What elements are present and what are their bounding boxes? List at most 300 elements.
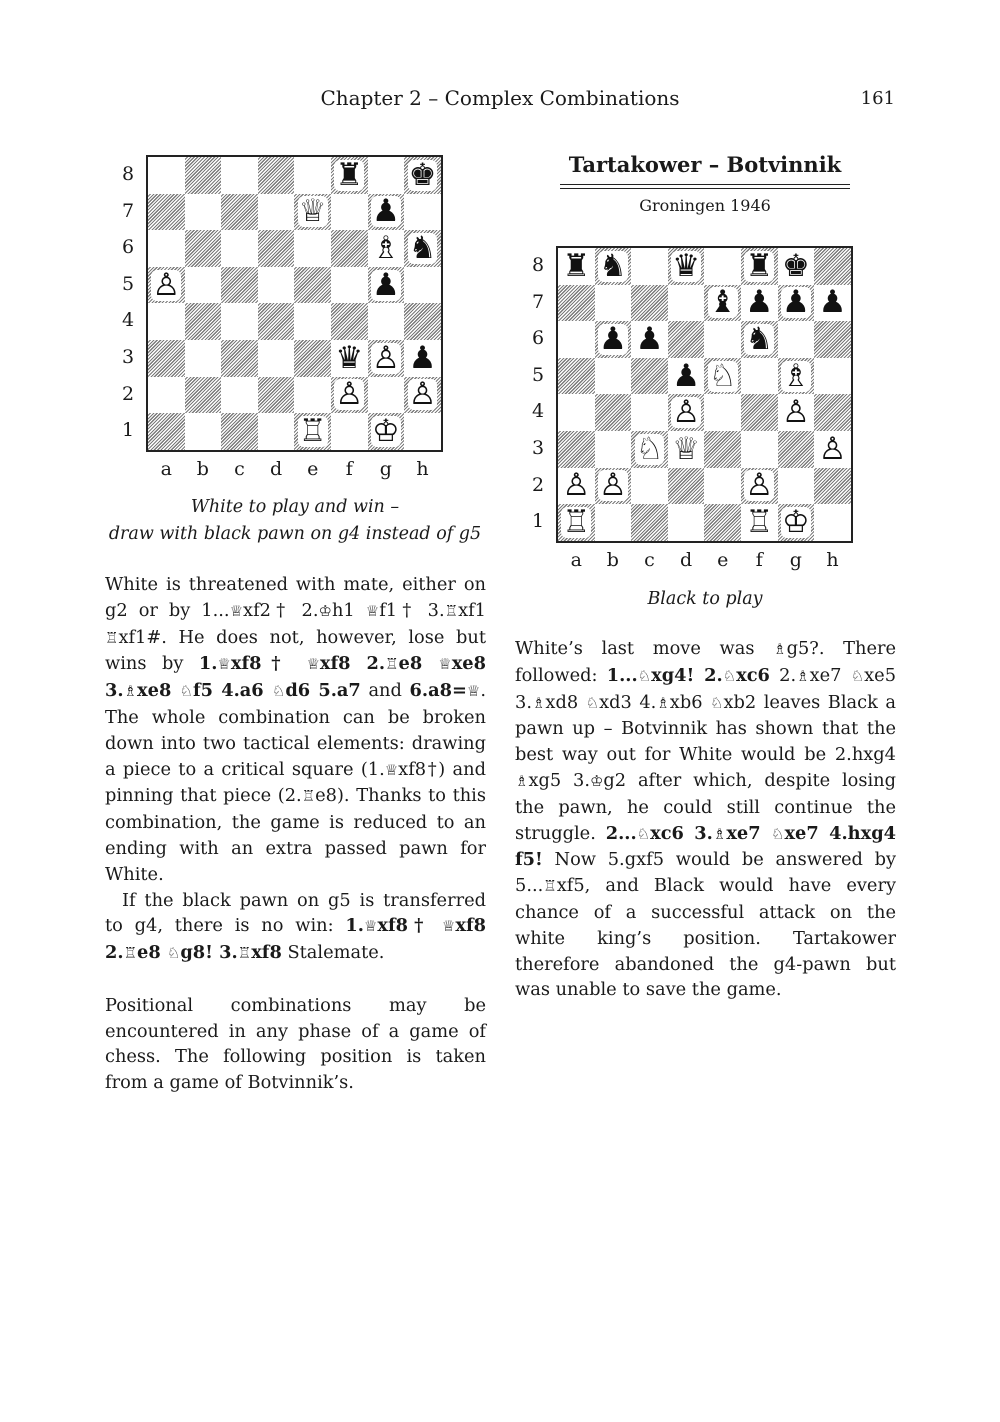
square-h5 bbox=[814, 358, 851, 395]
white-piece-icon: ♘ bbox=[635, 430, 664, 467]
white-piece-icon: ♗ bbox=[781, 357, 810, 394]
rank-label: 4 bbox=[531, 400, 545, 423]
bold-notation: f5 4.a6 bbox=[192, 680, 272, 702]
file-label: f bbox=[345, 457, 353, 480]
square-d8 bbox=[258, 157, 295, 194]
rank-label: 6 bbox=[531, 327, 545, 350]
square-a3 bbox=[558, 431, 595, 468]
bold-notation: e8 bbox=[137, 942, 167, 964]
bold-notation: xe8 bbox=[137, 680, 180, 702]
figurine-icon: ♘ bbox=[637, 666, 652, 685]
bold-notation: g8! 3. bbox=[180, 942, 238, 964]
file-label: a bbox=[570, 548, 582, 571]
chess-board bbox=[556, 246, 853, 543]
white-piece-icon: ♙ bbox=[371, 339, 400, 376]
square-e3 bbox=[704, 431, 741, 468]
figurine-icon: ♕ bbox=[363, 917, 378, 936]
file-label: a bbox=[160, 457, 172, 480]
file-label: h bbox=[416, 457, 429, 480]
piece-d4 bbox=[668, 394, 705, 431]
rank-label: 3 bbox=[121, 346, 135, 368]
figurine-icon: ♘ bbox=[585, 693, 600, 712]
square-b5 bbox=[185, 267, 222, 304]
piece-d8 bbox=[668, 248, 705, 285]
text-run: g5?. There followed: bbox=[515, 638, 897, 686]
bold-notation: 1. bbox=[345, 915, 364, 937]
piece-e5 bbox=[704, 358, 741, 395]
bold-notation: xe8 3. bbox=[105, 653, 486, 702]
bold-notation bbox=[272, 680, 285, 701]
bold-notation bbox=[467, 680, 480, 701]
white-piece-icon: ♙ bbox=[408, 376, 437, 413]
bold-notation: xe7 4.hxg4 f5! bbox=[515, 822, 896, 871]
figurine-icon: ♖ bbox=[385, 655, 399, 674]
piece-f8 bbox=[741, 248, 778, 285]
black-piece-icon: ♞ bbox=[745, 320, 774, 357]
text-run: If the black pawn on g5 is transferred to g4, there is no win: bbox=[105, 889, 486, 937]
text-run: xe5 3. bbox=[515, 664, 897, 713]
black-piece-icon: ♛ bbox=[672, 247, 700, 284]
square-c8 bbox=[221, 157, 258, 194]
square-b6 bbox=[185, 230, 222, 267]
figurine-icon: ♘ bbox=[850, 666, 865, 685]
black-piece-icon: ♟ bbox=[745, 284, 774, 321]
square-f5 bbox=[331, 267, 368, 304]
bold-notation bbox=[637, 823, 650, 844]
square-h4 bbox=[814, 394, 851, 431]
square-b3 bbox=[595, 431, 632, 468]
left-text-column bbox=[105, 572, 486, 1096]
piece-g6 bbox=[368, 230, 405, 267]
square-a5 bbox=[558, 358, 595, 395]
square-e1 bbox=[704, 504, 741, 541]
white-piece-icon: ♙ bbox=[335, 376, 364, 413]
square-c1 bbox=[631, 504, 668, 541]
piece-g5 bbox=[368, 267, 405, 304]
square-d6 bbox=[258, 230, 295, 267]
piece-g8 bbox=[778, 248, 815, 285]
square-e2 bbox=[294, 377, 331, 414]
square-b7 bbox=[185, 194, 222, 231]
figurine-icon: ♘ bbox=[770, 824, 785, 843]
piece-h8 bbox=[404, 157, 441, 194]
square-e8 bbox=[294, 157, 331, 194]
figurine-icon: ♗ bbox=[515, 771, 529, 790]
bold-notation bbox=[306, 653, 319, 674]
bold-notation: 2... bbox=[605, 822, 637, 844]
text-run: White is threatened with mate, either on g2 or by 1... bbox=[105, 574, 486, 621]
figurine-icon: ♕ bbox=[466, 682, 481, 701]
bold-notation: 1... bbox=[606, 664, 638, 686]
piece-g4 bbox=[778, 394, 815, 431]
white-piece-icon: ♙ bbox=[745, 467, 774, 504]
file-label: c bbox=[644, 548, 655, 571]
white-piece-icon: ♖ bbox=[745, 503, 774, 540]
rank-label: 4 bbox=[121, 309, 135, 332]
square-a2 bbox=[148, 377, 185, 414]
square-f4 bbox=[741, 394, 778, 431]
text-run: xf1#. He does not, however, lose but wins by bbox=[105, 626, 486, 675]
piece-g7 bbox=[778, 285, 815, 322]
square-h6 bbox=[814, 321, 851, 358]
square-c4 bbox=[631, 394, 668, 431]
figurine-icon: ♘ bbox=[722, 666, 737, 685]
square-e3 bbox=[294, 340, 331, 377]
figurine-icon: ♖ bbox=[237, 944, 252, 963]
bold-notation bbox=[124, 942, 137, 963]
bold-notation: xf8 2. bbox=[319, 653, 386, 675]
bold-notation bbox=[771, 823, 784, 844]
square-g8 bbox=[368, 157, 405, 194]
piece-g1 bbox=[778, 504, 815, 541]
bold-notation: xf8 2. bbox=[105, 915, 486, 964]
text-run: xf2† 2. bbox=[243, 599, 319, 621]
diagram-1-caption-line-1: White to play and win – bbox=[190, 497, 400, 517]
square-f4 bbox=[331, 303, 368, 340]
figurine-icon: ♘ bbox=[636, 824, 651, 843]
square-b3 bbox=[185, 340, 222, 377]
figurine-icon: ♘ bbox=[166, 944, 181, 963]
text-run: xe7 bbox=[809, 664, 851, 686]
text-run: xf8†) and pinning that piece (2. bbox=[105, 758, 486, 807]
file-label: h bbox=[826, 548, 839, 571]
piece-h3 bbox=[404, 340, 441, 377]
square-g6 bbox=[778, 321, 815, 358]
white-piece-icon: ♕ bbox=[672, 430, 700, 467]
white-piece-icon: ♙ bbox=[152, 266, 181, 303]
rank-label: 7 bbox=[121, 199, 135, 222]
text-run: e8). Thanks to this combination, the game is reduced to an ending with an extra passed pawn for White. bbox=[105, 785, 486, 885]
figurine-icon: ♕ bbox=[438, 655, 452, 674]
black-piece-icon: ♜ bbox=[335, 156, 364, 193]
file-label: e bbox=[307, 457, 319, 480]
white-piece-icon: ♙ bbox=[781, 394, 810, 431]
square-b2 bbox=[185, 377, 222, 414]
diagram-1-caption-line-2: draw with black pawn on g4 instead of g5 bbox=[108, 524, 482, 544]
figurine-icon: ♗ bbox=[531, 693, 546, 712]
square-a7 bbox=[558, 285, 595, 322]
white-piece-icon: ♕ bbox=[298, 193, 327, 230]
file-label: d bbox=[270, 457, 283, 480]
text-run: xg5 3. bbox=[528, 769, 590, 791]
bold-notation bbox=[438, 653, 451, 674]
square-c3 bbox=[221, 340, 258, 377]
white-piece-icon: ♖ bbox=[298, 412, 327, 449]
piece-c3 bbox=[631, 431, 668, 468]
piece-f8 bbox=[331, 157, 368, 194]
black-piece-icon: ♟ bbox=[781, 284, 810, 321]
figurine-icon: ♕ bbox=[217, 655, 231, 674]
black-piece-icon: ♞ bbox=[598, 247, 627, 284]
square-d7 bbox=[258, 194, 295, 231]
square-a4 bbox=[558, 394, 595, 431]
rank-label: 8 bbox=[531, 254, 545, 276]
square-f7 bbox=[331, 194, 368, 231]
rank-label: 5 bbox=[121, 272, 135, 295]
black-piece-icon: ♝ bbox=[708, 284, 737, 321]
rank-label: 1 bbox=[121, 419, 135, 442]
white-piece-icon: ♗ bbox=[371, 229, 400, 266]
figurine-icon: ♕ bbox=[306, 655, 320, 674]
game-title: Tartakower – Botvinnik bbox=[568, 152, 842, 177]
black-piece-icon: ♟ bbox=[371, 193, 400, 230]
figurine-icon: ♖ bbox=[105, 628, 119, 647]
piece-c6 bbox=[631, 321, 668, 358]
figurine-icon: ♗ bbox=[656, 693, 670, 712]
square-c8 bbox=[631, 248, 668, 285]
square-b7 bbox=[595, 285, 632, 322]
white-piece-icon: ♙ bbox=[672, 394, 700, 431]
square-b8 bbox=[185, 157, 222, 194]
piece-f1 bbox=[741, 504, 778, 541]
page-number: 161 bbox=[860, 88, 895, 109]
square-e6 bbox=[704, 321, 741, 358]
square-b1 bbox=[595, 504, 632, 541]
black-piece-icon: ♛ bbox=[335, 339, 364, 376]
piece-e7 bbox=[704, 285, 741, 322]
piece-a1 bbox=[558, 504, 595, 541]
file-label: g bbox=[379, 457, 392, 480]
bold-notation bbox=[442, 915, 455, 936]
file-label: g bbox=[789, 548, 802, 571]
figurine-icon: ♔ bbox=[589, 771, 604, 790]
rank-label: 6 bbox=[121, 236, 135, 259]
figurine-icon: ♗ bbox=[773, 640, 787, 658]
square-g2 bbox=[778, 468, 815, 505]
file-label: e bbox=[717, 548, 729, 571]
piece-h3 bbox=[814, 431, 851, 468]
square-f6 bbox=[331, 230, 368, 267]
white-piece-icon: ♙ bbox=[818, 430, 847, 467]
text-run: xd3 4. bbox=[599, 691, 657, 713]
white-piece-icon: ♖ bbox=[562, 503, 591, 540]
text-run: and bbox=[360, 680, 410, 702]
piece-b6 bbox=[595, 321, 632, 358]
black-piece-icon: ♟ bbox=[371, 266, 400, 303]
rank-label: 2 bbox=[531, 473, 545, 496]
square-g3 bbox=[778, 431, 815, 468]
chapter-title: Chapter 2 – Complex Combinations bbox=[320, 86, 680, 110]
title-rule-top bbox=[560, 184, 850, 185]
square-e2 bbox=[704, 468, 741, 505]
text-run: h1 bbox=[331, 599, 366, 621]
rank-label: 1 bbox=[531, 510, 545, 533]
text-run: xb2 leaves Black a pawn up – Botvinnik has shown that the best way out for White would be 2.hxg4 bbox=[515, 691, 896, 766]
bold-notation: xg4! 2. bbox=[651, 664, 723, 686]
white-piece-icon: ♘ bbox=[708, 357, 737, 394]
square-g2 bbox=[368, 377, 405, 414]
file-label: b bbox=[606, 548, 619, 571]
square-g4 bbox=[368, 303, 405, 340]
square-b1 bbox=[185, 413, 222, 450]
figurine-icon: ♕ bbox=[365, 601, 380, 620]
piece-f6 bbox=[741, 321, 778, 358]
square-a8 bbox=[148, 157, 185, 194]
text-run: . The whole combination can be broken down into two tactical elements: drawing a piece to a critical square (1. bbox=[105, 680, 487, 780]
bold-notation: xc6 3. bbox=[650, 822, 713, 844]
square-e8 bbox=[704, 248, 741, 285]
figurine-icon: ♗ bbox=[123, 682, 138, 701]
bold-notation bbox=[217, 653, 230, 674]
bold-notation: xf8† bbox=[230, 653, 307, 675]
square-e4 bbox=[294, 303, 331, 340]
piece-f7 bbox=[741, 285, 778, 322]
bold-notation bbox=[364, 915, 377, 936]
black-piece-icon: ♟ bbox=[408, 339, 437, 376]
running-header bbox=[0, 86, 1000, 116]
bold-notation: e8 bbox=[398, 653, 439, 675]
square-h7 bbox=[404, 194, 441, 231]
figurine-icon: ♕ bbox=[229, 601, 244, 620]
square-b4 bbox=[185, 303, 222, 340]
diagram-2-caption: Black to play bbox=[647, 589, 763, 609]
figurine-icon: ♔ bbox=[318, 601, 332, 620]
figurine-icon: ♖ bbox=[444, 601, 459, 620]
piece-d3 bbox=[668, 431, 705, 468]
square-h1 bbox=[814, 504, 851, 541]
square-f1 bbox=[331, 413, 368, 450]
right-text-column bbox=[515, 636, 896, 1003]
square-d7 bbox=[668, 285, 705, 322]
figurine-icon: ♖ bbox=[543, 877, 557, 896]
left-paragraph-3 bbox=[105, 993, 486, 1096]
white-piece-icon: ♔ bbox=[371, 412, 400, 449]
white-piece-icon: ♙ bbox=[562, 467, 591, 504]
bold-notation bbox=[167, 942, 180, 963]
piece-e7 bbox=[294, 194, 331, 231]
square-h5 bbox=[404, 267, 441, 304]
text-run: Now 5.gxf5 would be answered by 5... bbox=[515, 849, 896, 897]
file-label: c bbox=[234, 457, 245, 480]
black-piece-icon: ♞ bbox=[408, 229, 437, 266]
square-a7 bbox=[148, 194, 185, 231]
text-run: xf1 bbox=[458, 599, 487, 621]
black-piece-icon: ♜ bbox=[562, 247, 591, 284]
text-run: g2 after which, despite losing the pawn, he could still continue the struggle. bbox=[515, 769, 896, 844]
square-a4 bbox=[148, 303, 185, 340]
bold-notation bbox=[180, 680, 193, 701]
file-label: d bbox=[680, 548, 693, 571]
square-c5 bbox=[221, 267, 258, 304]
square-c2 bbox=[631, 468, 668, 505]
figurine-icon: ♕ bbox=[441, 917, 456, 936]
square-c7 bbox=[221, 194, 258, 231]
square-e5 bbox=[294, 267, 331, 304]
piece-g5 bbox=[778, 358, 815, 395]
piece-e1 bbox=[294, 413, 331, 450]
figurine-icon: ♗ bbox=[712, 824, 727, 843]
square-c6 bbox=[221, 230, 258, 267]
bold-notation: d6 5.a7 bbox=[285, 680, 361, 702]
square-a1 bbox=[148, 413, 185, 450]
figurine-icon: ♖ bbox=[301, 787, 316, 806]
left-paragraph-1 bbox=[105, 572, 486, 888]
figurine-icon: ♕ bbox=[384, 760, 399, 779]
square-d5 bbox=[258, 267, 295, 304]
black-piece-icon: ♟ bbox=[672, 357, 700, 394]
piece-a2 bbox=[558, 468, 595, 505]
figurine-icon: ♘ bbox=[271, 682, 286, 701]
square-h8 bbox=[814, 248, 851, 285]
bold-notation bbox=[713, 823, 726, 844]
square-h2 bbox=[814, 468, 851, 505]
black-piece-icon: ♟ bbox=[635, 320, 664, 357]
square-h4 bbox=[404, 303, 441, 340]
bold-notation: xc6 bbox=[736, 664, 770, 686]
file-label: b bbox=[196, 457, 209, 480]
square-b5 bbox=[595, 358, 632, 395]
text-run: xf5, and Black would have every chance of a successful attack on the white king’s position. Tartakower therefore abandoned the g4-pawn but was unable to save the game. bbox=[515, 875, 896, 1001]
black-piece-icon: ♟ bbox=[818, 284, 847, 321]
bold-notation bbox=[638, 665, 651, 686]
rank-label: 3 bbox=[531, 437, 545, 459]
bold-notation: xf8 bbox=[251, 942, 282, 964]
square-d2 bbox=[668, 468, 705, 505]
piece-g7 bbox=[368, 194, 405, 231]
piece-a8 bbox=[558, 248, 595, 285]
text-run: xb6 bbox=[669, 691, 711, 713]
bold-notation: xf8† bbox=[377, 915, 442, 937]
figurine-icon: ♘ bbox=[179, 682, 193, 701]
piece-h2 bbox=[404, 377, 441, 414]
square-c7 bbox=[631, 285, 668, 322]
text-run: f1† 3. bbox=[379, 599, 445, 621]
square-a6 bbox=[558, 321, 595, 358]
game-venue: Groningen 1946 bbox=[639, 196, 771, 215]
bold-notation bbox=[238, 942, 251, 963]
piece-f2 bbox=[741, 468, 778, 505]
square-e6 bbox=[294, 230, 331, 267]
rank-label: 2 bbox=[121, 382, 135, 405]
piece-b8 bbox=[595, 248, 632, 285]
square-c5 bbox=[631, 358, 668, 395]
square-c4 bbox=[221, 303, 258, 340]
piece-f2 bbox=[331, 377, 368, 414]
piece-f3 bbox=[331, 340, 368, 377]
diagram-1-caption bbox=[105, 494, 485, 548]
piece-g1 bbox=[368, 413, 405, 450]
square-d4 bbox=[258, 303, 295, 340]
right-paragraph-1 bbox=[515, 636, 896, 1003]
square-h1 bbox=[404, 413, 441, 450]
text-run: Stalemate. bbox=[281, 942, 385, 964]
square-e4 bbox=[704, 394, 741, 431]
rank-label: 5 bbox=[531, 363, 545, 386]
bold-notation bbox=[385, 653, 398, 674]
figurine-icon: ♗ bbox=[796, 666, 810, 685]
square-a3 bbox=[148, 340, 185, 377]
bold-notation bbox=[723, 665, 736, 686]
square-c1 bbox=[221, 413, 258, 450]
piece-g3 bbox=[368, 340, 405, 377]
text-run: xd8 bbox=[545, 691, 586, 713]
piece-d5 bbox=[668, 358, 705, 395]
black-piece-icon: ♜ bbox=[745, 247, 774, 284]
chess-board bbox=[146, 155, 443, 452]
white-piece-icon: ♙ bbox=[598, 467, 627, 504]
rank-label: 8 bbox=[121, 163, 135, 185]
square-a6 bbox=[148, 230, 185, 267]
figurine-icon: ♖ bbox=[123, 944, 138, 963]
bold-notation: 1. bbox=[198, 653, 218, 675]
square-d6 bbox=[668, 321, 705, 358]
square-d1 bbox=[258, 413, 295, 450]
square-d3 bbox=[258, 340, 295, 377]
square-d1 bbox=[668, 504, 705, 541]
bold-notation bbox=[124, 680, 137, 701]
square-d2 bbox=[258, 377, 295, 414]
left-paragraph-2 bbox=[105, 888, 486, 967]
